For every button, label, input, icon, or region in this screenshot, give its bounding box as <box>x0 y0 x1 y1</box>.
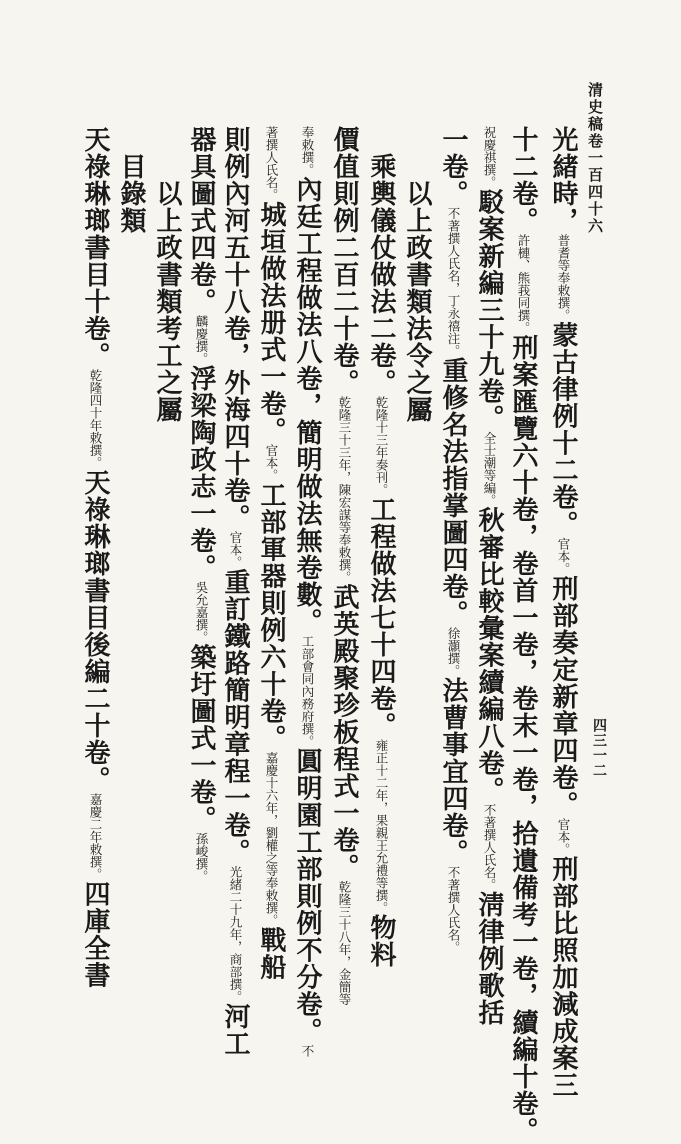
annotation-text: 乾隆三十八年，金簡等 <box>337 880 352 1006</box>
text-column <box>550 126 576 1099</box>
main-text: 築圩圖式一卷。 <box>186 643 216 833</box>
annotation-text: 嘉慶十六年，劉權之等奉敕撰。 <box>264 751 279 927</box>
text-column <box>404 126 430 423</box>
annotation-text: 雍正十二年，果親王允禮等撰。 <box>374 739 389 914</box>
annotation-text: 祝慶祺撰。 <box>482 126 497 189</box>
text-column <box>440 126 466 954</box>
main-text: 乘輿儀仗做法二卷。 <box>366 153 396 396</box>
main-text: 工程做法七十四卷。 <box>366 496 396 739</box>
annotation-text: 官本。 <box>228 531 243 569</box>
main-text: 戰船 <box>256 926 286 981</box>
main-text: 刑部比照加減成案三 <box>548 855 578 1099</box>
main-text: 價值則例二百二十卷。 <box>329 126 359 396</box>
main-text: 內廷工程做法八卷，簡明做法無卷數。 <box>292 176 322 635</box>
main-text: 圓明園工部則例不分卷。 <box>292 747 322 1045</box>
main-text: 一卷。 <box>438 126 468 207</box>
annotation-text: 嘉慶二年敕撰。 <box>88 793 103 881</box>
main-text: 法曹事宜四卷。 <box>438 677 468 866</box>
annotation-text: 孫峻撰。 <box>194 832 209 883</box>
annotation-text: 乾隆三十三年，陳宏謀等奉敕撰。 <box>337 396 352 584</box>
annotation-text: 不著撰人氏名，丁永禧注。 <box>446 207 461 357</box>
annotation-text: 不著撰人氏名。 <box>482 803 497 891</box>
annotation-text: 奉敕撰。 <box>300 126 315 176</box>
main-text: 工部軍器則例六十卷。 <box>256 481 286 752</box>
text-column <box>476 126 502 1026</box>
annotation-text: 乾隆四十年敕撰。 <box>88 369 103 469</box>
text-column <box>188 126 214 883</box>
text-column <box>294 126 320 1057</box>
main-text: 駁案新編三十九卷。 <box>474 188 504 432</box>
text-column <box>258 126 284 981</box>
main-text: 重訂鐵路簡明章程一卷。 <box>220 568 250 866</box>
main-text: 四庫全書 <box>80 880 110 989</box>
main-text: 淸律例歌括 <box>474 891 504 1026</box>
annotation-text: 全士潮等編。 <box>482 431 497 507</box>
annotation-text: 官本。 <box>556 537 571 575</box>
annotation-text: 不 <box>300 1044 315 1057</box>
running-header: 清史稿卷一百四十六 <box>586 82 604 235</box>
text-column <box>331 126 357 1006</box>
main-text: 秋審比較彙案續編八卷。 <box>474 506 504 804</box>
text-column <box>118 126 144 234</box>
main-text: 以上政書類法令之屬 <box>402 180 432 423</box>
main-text: 器具圖式四卷。 <box>186 126 216 315</box>
main-text: 武英殿聚珍板程式一卷。 <box>329 583 359 881</box>
annotation-text: 普耆等奉敕撰。 <box>556 234 571 322</box>
main-text: 以上政書類考工之屬 <box>152 180 182 423</box>
main-text: 天祿琳瑯書目後編二十卷。 <box>80 469 110 793</box>
annotation-text: 官本。 <box>556 818 571 856</box>
annotation-text: 徐灝撰。 <box>446 627 461 677</box>
main-text: 目錄類 <box>116 153 146 234</box>
annotation-text: 乾隆十三年奏刊。 <box>374 396 389 496</box>
main-text: 則例內河五十八卷，外海四十卷。 <box>220 126 250 531</box>
annotation-text: 官本。 <box>264 444 279 482</box>
annotation-text: 工部會同內務府撰。 <box>300 635 315 748</box>
main-text: 河工 <box>220 1003 250 1057</box>
main-text: 浮梁陶政志一卷。 <box>186 365 216 581</box>
main-text: 蒙古律例十二卷。 <box>548 321 578 538</box>
main-text: 刑部奏定新章四卷。 <box>548 575 578 818</box>
annotation-text: 許槤、熊莪同撰。 <box>516 234 531 334</box>
main-text: 刑案匯覽六十卷，卷首一卷，卷末一卷，拾遺備考一卷，續編十卷。 <box>508 334 538 1144</box>
main-text: 天祿琳瑯書目十卷。 <box>80 126 110 369</box>
text-column <box>82 126 108 989</box>
main-text: 光緒時， <box>548 126 578 234</box>
text-column <box>368 126 394 968</box>
main-text: 城垣做法册式一卷。 <box>256 201 286 444</box>
text-column <box>154 126 180 423</box>
annotation-text: 吳允嘉撰。 <box>194 581 209 644</box>
annotation-text: 著撰人氏名。 <box>264 126 279 201</box>
annotation-text: 不著撰人氏名。 <box>446 866 461 954</box>
main-text: 物料 <box>366 914 396 968</box>
text-column <box>510 126 536 1144</box>
annotation-text: 光緒二十九年，商部撰。 <box>228 865 243 1003</box>
annotation-text: 麟慶撰。 <box>194 315 209 365</box>
text-column <box>222 126 248 1057</box>
page-number: 四三一二 <box>591 718 607 778</box>
main-text: 十二卷。 <box>508 126 538 234</box>
main-text: 重修名法指掌圖四卷。 <box>438 357 468 627</box>
